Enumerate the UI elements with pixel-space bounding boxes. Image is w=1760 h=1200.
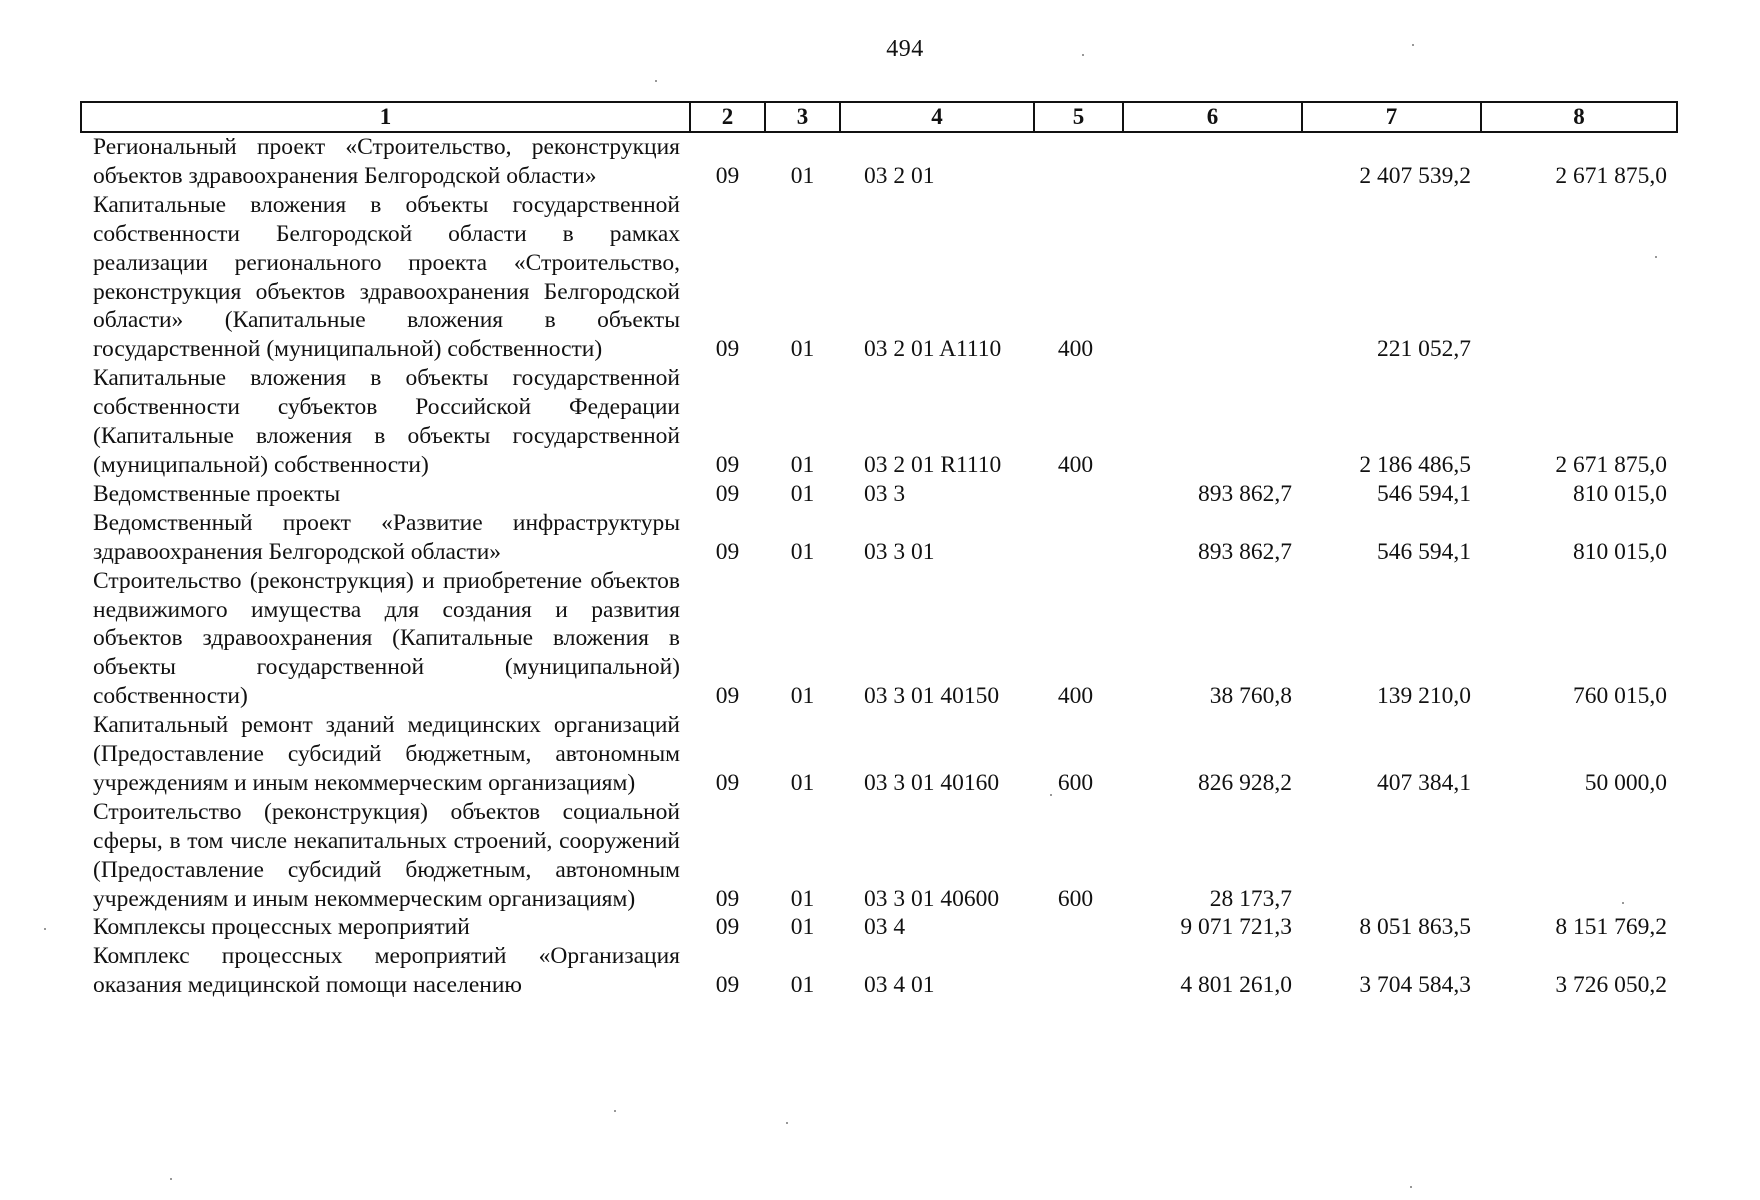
row-amount-6 xyxy=(1123,191,1302,364)
table-row xyxy=(81,913,1677,942)
row-name: Строительство (реконструкция) объектов социальной сферы, в том числе некапитальных строений, сооружений (Предоставление субсидий бюджетным, автономным учреждениям и иным некоммерческим организациям) xyxy=(93,798,680,912)
row-expense-type: 400 xyxy=(1057,336,1094,363)
row-amount-6: 38 760,8 xyxy=(1209,683,1292,710)
row-target-code: 03 2 01 R1110 xyxy=(864,451,1002,478)
page-number: 494 xyxy=(886,36,924,62)
table-row xyxy=(81,132,1677,191)
row-subsection: 01 xyxy=(790,885,815,912)
row-amount-7: 2 186 486,5 xyxy=(1359,451,1471,478)
column-header-name: 1 xyxy=(81,102,690,132)
table-row xyxy=(81,509,1677,567)
column-header-amount-7: 7 xyxy=(1302,102,1481,132)
row-subsection: 01 xyxy=(790,451,815,478)
scan-speck xyxy=(44,928,46,930)
row-name: Строительство (реконструкция) и приобретение объектов недвижимого имущества для создания и развития объектов здравоохранения (Капитальные вложения в объекты государственной (муниципальной) собственности) xyxy=(93,567,680,710)
row-amount-7: 546 594,1 xyxy=(1377,480,1471,507)
row-amount-6: 28 173,7 xyxy=(1209,885,1292,912)
table-row xyxy=(81,191,1677,364)
row-target-code: 03 4 xyxy=(864,914,906,941)
scan-speck xyxy=(614,1110,616,1112)
row-name: Комплексы процессных мероприятий xyxy=(93,914,470,941)
row-subsection: 01 xyxy=(790,769,815,796)
scan-speck xyxy=(1412,44,1414,46)
scan-speck xyxy=(1410,1186,1412,1188)
row-amount-8: 2 671 875,0 xyxy=(1555,162,1667,189)
row-target-code: 03 4 01 xyxy=(864,972,935,999)
row-subsection: 01 xyxy=(790,972,815,999)
row-amount-8: 50 000,0 xyxy=(1584,769,1667,796)
column-header-amount-6: 6 xyxy=(1123,102,1302,132)
row-subsection: 01 xyxy=(790,162,815,189)
scan-speck xyxy=(1622,902,1624,904)
row-expense-type xyxy=(1034,132,1123,191)
row-subsection: 01 xyxy=(790,683,815,710)
row-amount-8 xyxy=(1481,191,1677,364)
scan-speck xyxy=(1655,256,1657,258)
row-amount-7: 546 594,1 xyxy=(1377,538,1471,565)
table-row xyxy=(81,798,1677,914)
table-body xyxy=(81,132,1677,1000)
row-subsection: 01 xyxy=(790,480,815,507)
row-amount-6: 9 071 721,3 xyxy=(1180,914,1292,941)
row-amount-8: 810 015,0 xyxy=(1573,480,1667,507)
row-expense-type xyxy=(1034,509,1123,567)
row-target-code: 03 2 01 A1110 xyxy=(864,336,1002,363)
table-row xyxy=(81,711,1677,798)
row-target-code: 03 3 01 40160 xyxy=(864,769,1000,796)
scan-speck xyxy=(655,80,657,82)
row-section: 09 xyxy=(715,538,740,565)
row-amount-6: 893 862,7 xyxy=(1198,538,1292,565)
row-section: 09 xyxy=(715,480,740,507)
row-amount-8 xyxy=(1481,798,1677,914)
table-header xyxy=(81,102,1677,132)
row-amount-8: 3 726 050,2 xyxy=(1555,972,1667,999)
table-row xyxy=(81,364,1677,480)
row-name: Ведомственные проекты xyxy=(93,480,341,507)
row-amount-7: 407 384,1 xyxy=(1377,769,1471,796)
column-header-amount-8: 8 xyxy=(1481,102,1677,132)
row-target-code: 03 2 01 xyxy=(864,162,935,189)
row-expense-type: 400 xyxy=(1057,451,1094,478)
row-amount-6: 4 801 261,0 xyxy=(1180,972,1292,999)
row-amount-7: 139 210,0 xyxy=(1377,683,1471,710)
row-section: 09 xyxy=(715,451,740,478)
row-target-code: 03 3 xyxy=(864,480,906,507)
scan-speck xyxy=(1050,794,1052,796)
row-amount-7 xyxy=(1302,798,1481,914)
row-amount-6: 893 862,7 xyxy=(1198,480,1292,507)
budget-table xyxy=(80,101,1678,1000)
row-name: Капитальные вложения в объекты государственной собственности субъектов Российской Федерации (Капитальные вложения в объекты государственной (муниципальной) собственности) xyxy=(93,365,680,478)
row-name: Комплекс процессных мероприятий «Организация оказания медицинской помощи населению xyxy=(93,943,680,999)
row-amount-6: 826 928,2 xyxy=(1198,769,1292,796)
row-expense-type xyxy=(1034,942,1123,1000)
scan-speck xyxy=(1082,54,1084,56)
row-subsection: 01 xyxy=(790,914,815,941)
row-amount-6 xyxy=(1123,132,1302,191)
row-expense-type xyxy=(1034,913,1123,942)
row-target-code: 03 3 01 xyxy=(864,538,935,565)
row-amount-7: 221 052,7 xyxy=(1377,336,1471,363)
row-name: Капитальный ремонт зданий медицинских организаций (Предоставление субсидий бюджетным, автономным учреждениям и иным некоммерческим организациям) xyxy=(93,712,680,796)
row-section: 09 xyxy=(715,683,740,710)
row-section: 09 xyxy=(715,885,740,912)
row-amount-7: 2 407 539,2 xyxy=(1359,162,1471,189)
row-amount-8: 8 151 769,2 xyxy=(1555,914,1667,941)
budget-table-container xyxy=(80,101,1676,1000)
row-section: 09 xyxy=(715,972,740,999)
row-amount-7: 8 051 863,5 xyxy=(1359,914,1471,941)
row-amount-8: 810 015,0 xyxy=(1573,538,1667,565)
row-section: 09 xyxy=(715,914,740,941)
table-row xyxy=(81,480,1677,509)
row-subsection: 01 xyxy=(790,336,815,363)
row-name: Региональный проект «Строительство, реконструкция объектов здравоохранения Белгородской области» xyxy=(93,134,680,189)
table-row xyxy=(81,942,1677,1000)
row-amount-8: 2 671 875,0 xyxy=(1555,451,1667,478)
row-amount-6 xyxy=(1123,364,1302,480)
header-row xyxy=(81,102,1677,132)
row-section: 09 xyxy=(715,769,740,796)
row-expense-type: 600 xyxy=(1057,885,1094,912)
column-header-target-code: 4 xyxy=(840,102,1034,132)
column-header-section: 2 xyxy=(690,102,765,132)
row-section: 09 xyxy=(715,336,740,363)
row-expense-type: 600 xyxy=(1057,769,1094,796)
row-target-code: 03 3 01 40600 xyxy=(864,885,1000,912)
row-expense-type xyxy=(1034,480,1123,509)
row-subsection: 01 xyxy=(790,538,815,565)
row-amount-8: 760 015,0 xyxy=(1573,683,1667,710)
row-name: Ведомственный проект «Развитие инфраструктуры здравоохранения Белгородской области» xyxy=(93,509,680,565)
scan-speck xyxy=(170,1178,172,1180)
row-target-code: 03 3 01 40150 xyxy=(864,683,1000,710)
row-expense-type: 400 xyxy=(1057,683,1094,710)
row-section: 09 xyxy=(715,162,740,189)
table-row xyxy=(81,567,1677,712)
row-amount-7: 3 704 584,3 xyxy=(1359,972,1471,999)
column-header-expense-type: 5 xyxy=(1034,102,1123,132)
row-name: Капитальные вложения в объекты государственной собственности Белгородской области в рамках реализации регионального проекта «Строительство, реконструкция объектов здравоохранения Белгородской области» (Капитальные вложения в объекты государственной (муниципальной) собственности) xyxy=(93,191,680,363)
column-header-subsection: 3 xyxy=(765,102,840,132)
scan-speck xyxy=(786,1122,788,1124)
